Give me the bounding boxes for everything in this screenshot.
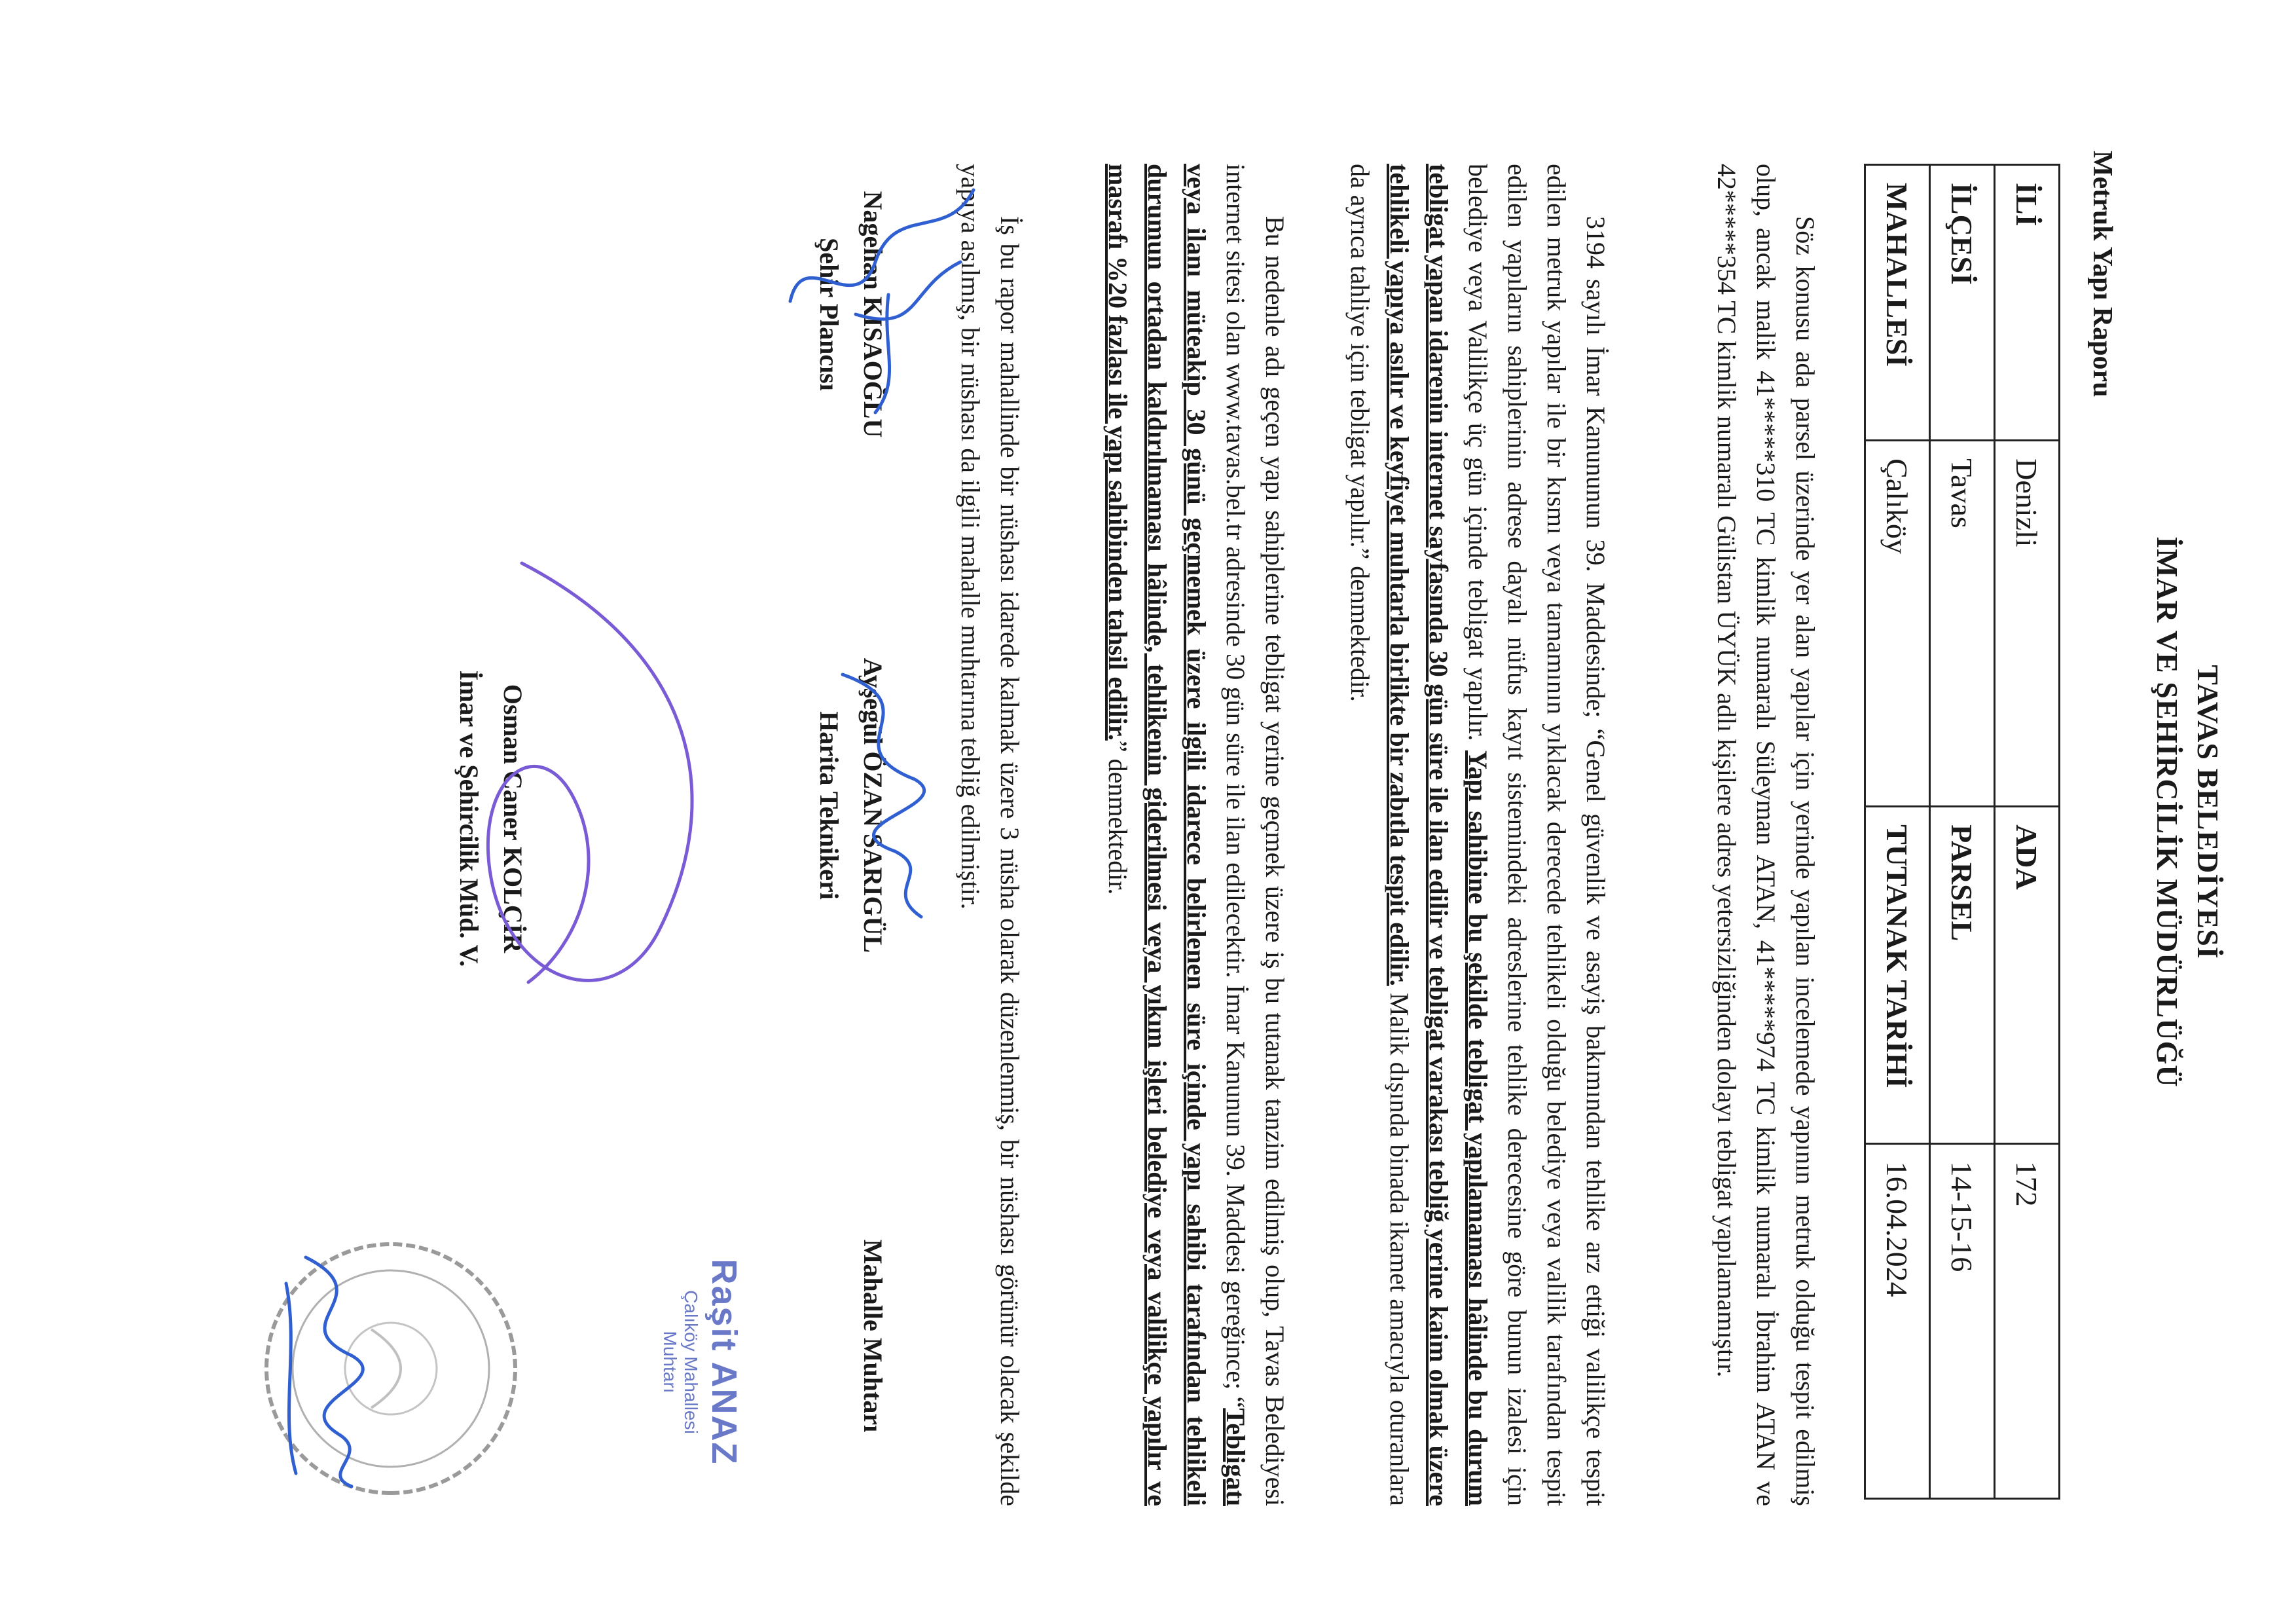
ada-value: 172 (1995, 1143, 2060, 1498)
parsel-label: PARSEL (1930, 807, 1995, 1144)
signature-muhtar-mark (253, 1244, 410, 1493)
signature-stroke (790, 190, 974, 413)
signature-director-mark (463, 524, 738, 1048)
signature-stroke (488, 563, 692, 982)
law-text: 3194 sayılı İmar Kanununun 39. Maddesinde; “Genel güvenlik ve asayiş bakımından tehlike arz ettiği valilikçe tespit edilen metruk yapılar ile bir kısmı veya tamamının yıklacak derecede tehlikeli olduğu belediye veya valilik tarafından tespit edilen yapıların sahiplerinin adrese dayalı nüfus kayıt sistemindeki adreslerine tehlike derecesine göre bunun izalesi için belediye veya Valilikçe üç gün içinde tebligat yapılır. (1463, 164, 1611, 1506)
il-value: Denizli (1995, 441, 2060, 807)
paragraph-notice (1098, 164, 1294, 1506)
table-row (1865, 165, 1930, 1499)
tutanak-tarihi-value: 16.04.2024 (1865, 1143, 1930, 1498)
notice-text-emphasis: Tebligatı veya ilanı müteakip 30 günü geçmemek üzere ilgili idarece belirlenen süre içinde yapı sahibi tarafından tehlikeli durumun ortadan kaldırılmaması hâlinde, tehlikenin giderilmesi veya yıkım işleri belediye veya valilikçe yapılır ve masrafı %20 fazlası ile yapı sahibinden tahsil edilir. (1103, 164, 1250, 1506)
ada-label: ADA (1995, 807, 2060, 1144)
table-row (1930, 165, 1995, 1499)
parsel-value: 14-15-16 (1930, 1143, 1995, 1498)
signatory-name: Nagehan KISAOĞLU (858, 191, 888, 438)
stamp-line: Çalıköy Mahallesi (681, 1290, 701, 1434)
notice-text: Bu nedenle adı geçen yapı sahiplerine tebligat yerine geçmek üzere iş bu tutanak tanzim edilmiş olup, Tavas Belediyesi internet sitesi olan www.tavas.bel.tr adresinde 30 gün süre ile ilan edilecektir. İmar Kanunun 39. Maddesi gereğince; “ (1221, 164, 1290, 1506)
signature-stroke (286, 1257, 363, 1486)
law-text-end: Malik dışında binada ikamet amacıyla oturanlara da ayrıca tahliye için tebligat yapılır.” denmektedir. (1345, 164, 1414, 1507)
muhtar-stamp (659, 1257, 744, 1467)
mahalle-label: MAHALLESİ (1865, 165, 1930, 441)
department-header: İMAR VE ŞEHİRCİLİK MÜDÜRLÜĞÜ (2151, 536, 2184, 1088)
table-row (1995, 165, 2060, 1499)
signature-stroke (843, 674, 924, 917)
signatory-title: Şehir Plancısı (814, 238, 844, 391)
ilce-label: İLÇESİ (1930, 165, 1995, 441)
org-header: TAVAS BELEDİYESİ (2191, 665, 2225, 959)
info-table (1864, 164, 2060, 1500)
mahalle-value: Çalıköy (1865, 441, 1930, 807)
signatory-title: Mahalle Muhtarı (858, 1239, 888, 1433)
notice-text-end: ” denmektedir. (1103, 740, 1133, 895)
tutanak-tarihi-label: TUTANAK TARİHİ (1865, 807, 1930, 1144)
stamp-name: Raşit ANAZ (704, 1259, 744, 1466)
paragraph-ownership: Söz konusu ada parsel üzerinde yer alan yapılar için yerinde yapılan incelemede yapının metruk olduğu tespit edilmiş olup, ancak malik 41*****310 TC kimlik numaralı Süleyman ATAN, 41*****974 TC kimlik numaralı İbrahim ATAN ve 42*****354 TC kimlik numaralı Gülistan ÜYÜK adlı kişilere adres yetersizliğinden dolayı tebligat yapılamamıştır. (1712, 164, 1820, 1506)
report-title: Metruk Yapı Raporu (2087, 151, 2117, 397)
signatory-title: İmar ve Şehircilik Müd. V. (454, 670, 484, 967)
il-label: İLİ (1995, 165, 2060, 441)
paragraph-copies: İş bu rapor mahallinde bir nüshası idarede kalmak üzere 3 nüsha olarak düzenlenmiş, bir nüshası görünür olacak şekilde yapıya asılmış, bir nüshası da ilgili mahalle muhtarına tebliğ edilmiştir. (956, 164, 1025, 1506)
signature-technician-mark (803, 655, 974, 930)
signatory-muhtar (858, 1166, 888, 1506)
law-text-emphasis: Yapı sahibine bu şekilde tebligat yapılamaması hâlinde bu durum tebligat yapan idarenin internet sayfasında 30 gün süre ile ilan edilir ve tebligat varakası tebliğ yerine kaim olmak üzere tehlikeli yapıya asılır ve keyfiyet muhtarla birlikte bir zabıtla tespit edilir. (1385, 164, 1493, 1506)
ilce-value: Tavas (1930, 441, 1995, 807)
signatory-name: Osman Caner KOLÇİR (498, 684, 528, 953)
signatory-name: Ayşegül ÖZAN SARIGÜL (858, 657, 888, 953)
stamp-line: Muhtarı (660, 1331, 680, 1393)
paragraph-law-article (1340, 164, 1615, 1506)
signature-planner-mark (764, 164, 1000, 439)
signatory-title: Harita Teknikeri (814, 711, 844, 900)
